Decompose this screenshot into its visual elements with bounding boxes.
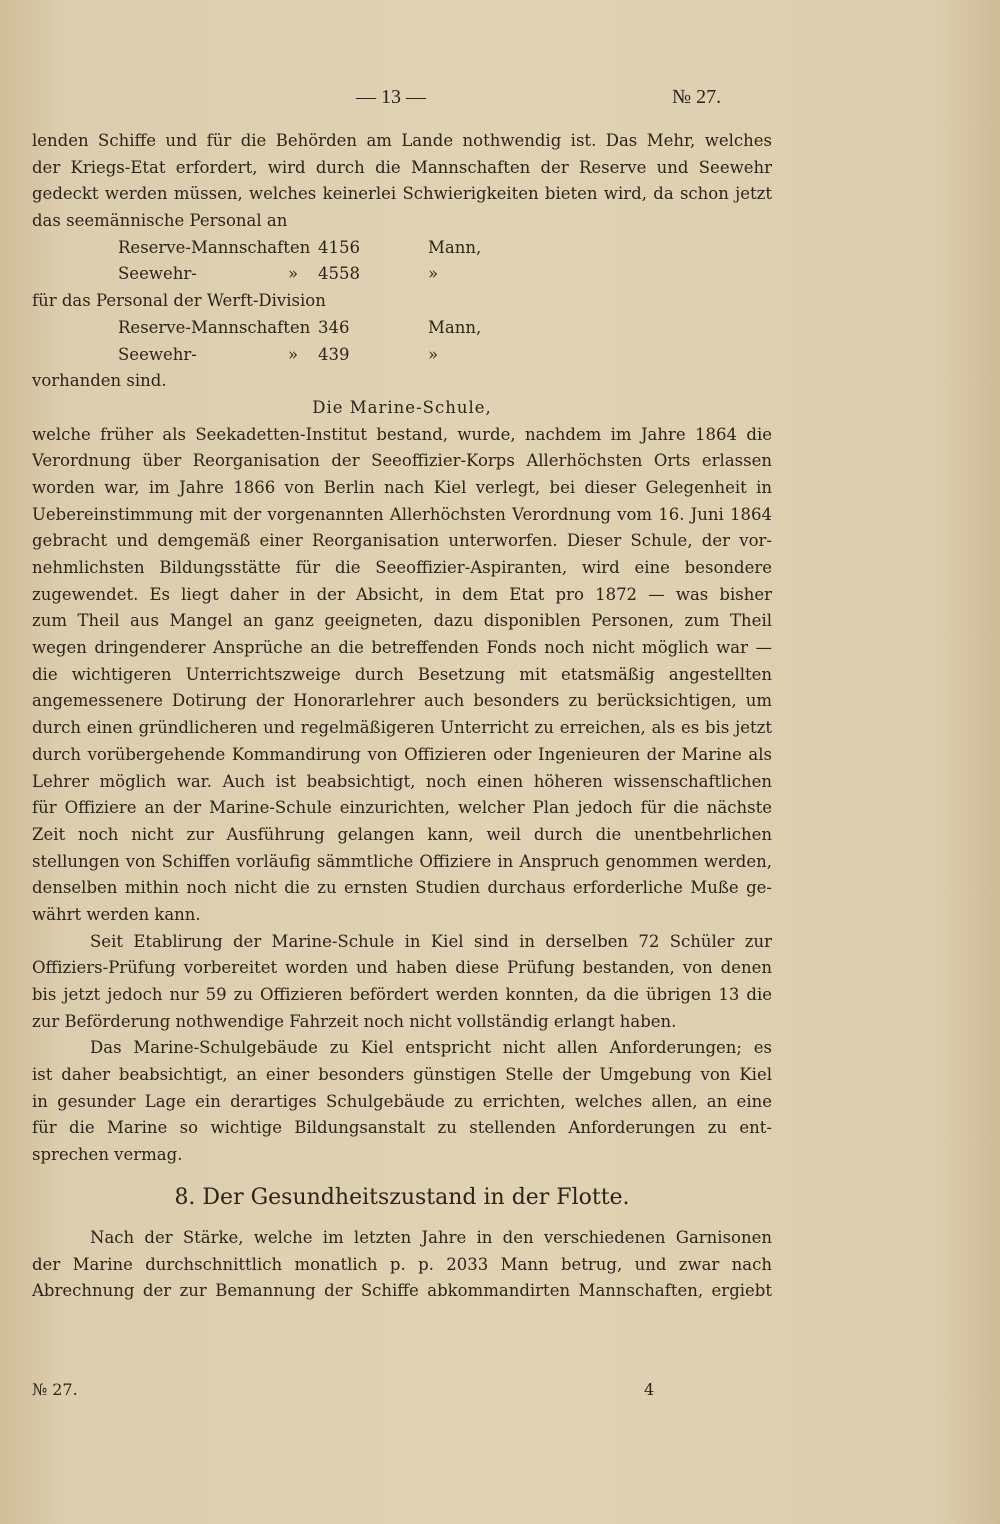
footer-doc-number: № 27. [32,1380,78,1399]
text-line: Seit Etablirung der Marine-Schule in Kiel sind in derselben 72 Schüler zur [90,931,772,951]
table-row [32,315,772,342]
paragraph-schulgebaeude [32,1035,772,1168]
text-line: Nach der Stärke, welche im letzten Jahre in den verschiedenen Garnisonen [90,1227,772,1247]
text-line: der Marine durchschnittlich monatlich p. p. 2033 Mann betrug, und zwar nach [32,1254,772,1274]
text-line: Lehrer möglich war. Auch ist beabsichtigt, noch einen höheren wissenschaftlichen [32,771,772,791]
ditto-mark: » [288,344,299,364]
text-line: Uebereinstimmung mit der vorgenannten Allerhöchsten Verordnung vom 16. Juni 1864 [32,504,772,524]
row-unit: » [428,264,439,284]
row-label: Seewehr- [118,344,197,364]
row-value: 4558 [318,264,360,284]
intro-paragraph [32,128,772,235]
text-line: gebracht und demgemäß einer Reorganisation unterworfen. Dieser Schule, der vor- [32,531,772,551]
row-value: 4156 [318,237,360,257]
text-line: zur Beförderung nothwendige Fahrzeit noch nicht vollständig erlangt haben. [32,1011,677,1031]
row-value: 439 [318,344,350,364]
row-unit: Mann, [428,317,482,337]
ditto-mark [288,235,318,262]
ditto-mark [288,315,318,342]
row-unit: » [428,344,439,364]
table-row [32,342,772,369]
text-line: die wichtigeren Unterrichtszweige durch Besetzung mit etatsmäßig angestellten [32,664,772,684]
personnel-table-werft [32,315,772,368]
text-line: in gesunder Lage ein derartiges Schulgebäude zu errichten, welches allen, an eine [32,1091,772,1111]
text-line: für Offiziere an der Marine-Schule einzurichten, welcher Plan jedoch für die nächste [32,798,772,818]
text-line: durch einen gründlicheren und regelmäßigeren Unterricht zu erreichen, als es bis jetzt [32,718,772,738]
text-line: durch vorübergehende Kommandirung von Offizieren oder Ingenieuren der Marine als [32,744,772,764]
text-line: Das Marine-Schulgebäude zu Kiel entspricht nicht allen Anforderungen; es [90,1038,772,1058]
text-line: worden war, im Jahre 1866 von Berlin nach Kiel verlegt, bei dieser Gelegenheit in [32,477,772,497]
text-line: zugewendet. Es liegt daher in der Absicht, in dem Etat pro 1872 — was bisher [32,584,772,604]
text-line: ist daher beabsichtigt, an einer besonders günstigen Stelle der Umgebung von Kiel [32,1065,772,1085]
text-line: währt werden kann. [32,904,201,924]
personnel-table-seemaennisch [32,235,772,288]
text-line: wegen dringenderer Ansprüche an die betreffenden Fonds noch nicht möglich war — [32,638,772,658]
text-line: stellungen von Schiffen vorläufig sämmtliche Offiziere in Anspruch genommen werden, [32,851,772,871]
page-header [0,86,1000,116]
text-line: Abrechnung der zur Bemannung der Schiffe abkommandirten Mannschaften, ergiebt [32,1281,772,1301]
page-body [32,128,772,1305]
paragraph-gesundheit [32,1225,772,1305]
row-label: Reserve-Mannschaften [118,237,311,257]
text-line: Verordnung über Reorganisation der Seeoffizier-Korps Allerhöchsten Orts erlassen [32,451,772,471]
text-line: der Kriegs-Etat erfordert, wird durch die Mannschaften der Reserve und Seewehr [32,157,772,177]
row-label: Reserve-Mannschaften [118,317,311,337]
ditto-mark: » [288,264,299,284]
text-line: denselben mithin noch nicht die zu ernsten Studien durchaus erforderliche Muße ge- [32,878,772,898]
text-line: Zeit noch nicht zur Ausführung gelangen kann, weil durch die unentbehrlichen [32,824,772,844]
text-line: angemessenere Dotirung der Honorarlehrer auch besonders zu berücksichtigen, um [32,691,772,711]
paragraph-marine-schule [32,422,772,929]
text-line: sprechen vermag. [32,1145,183,1165]
table-row [32,235,772,262]
footer-sheet-number: 4 [644,1380,655,1399]
text-line: vorhanden sind. [32,371,167,391]
text-line: Offiziers-Prüfung vorbereitet worden und haben diese Prüfung bestanden, von denen [32,958,772,978]
row-label: Seewehr- [118,264,197,284]
page-number: — 13 — [356,86,426,108]
text-line: bis jetzt jedoch nur 59 zu Offizieren befördert werden konnten, da die übrigen 13 die [32,985,772,1004]
text-line: gedeckt werden müssen, welches keinerlei Schwierigkeiten bieten wird, da schon jetzt [32,184,772,204]
text-line: lenden Schiffe und für die Behörden am Lande nothwendig ist. Das Mehr, welches [32,131,772,150]
section-heading-gesundheit: 8. Der Gesundheitszustand in der Flotte. [174,1184,630,1210]
row-value: 346 [318,317,350,337]
page-footer [32,1380,772,1404]
paragraph-schueler [32,929,772,1036]
text-line: zum Theil aus Mangel an ganz geeigneten, dazu disponiblen Personen, zum Theil [32,611,772,631]
text-line: das seemännische Personal an [32,211,288,231]
text-line: nehmlichsten Bildungsstätte für die Seeoffizier-Aspiranten, wird eine besondere [32,558,772,577]
row-unit: Mann, [428,237,482,257]
text-line: für das Personal der Werft-Division [32,291,326,311]
document-number: № 27. [672,86,722,108]
table-row [32,261,772,288]
marine-schule-heading: Die Marine-Schule, [312,397,492,417]
text-line: welche früher als Seekadetten-Institut bestand, wurde, nachdem im Jahre 1864 die [32,424,772,444]
text-line: für die Marine so wichtige Bildungsanstalt zu stellenden Anforderungen zu ent- [32,1118,772,1138]
